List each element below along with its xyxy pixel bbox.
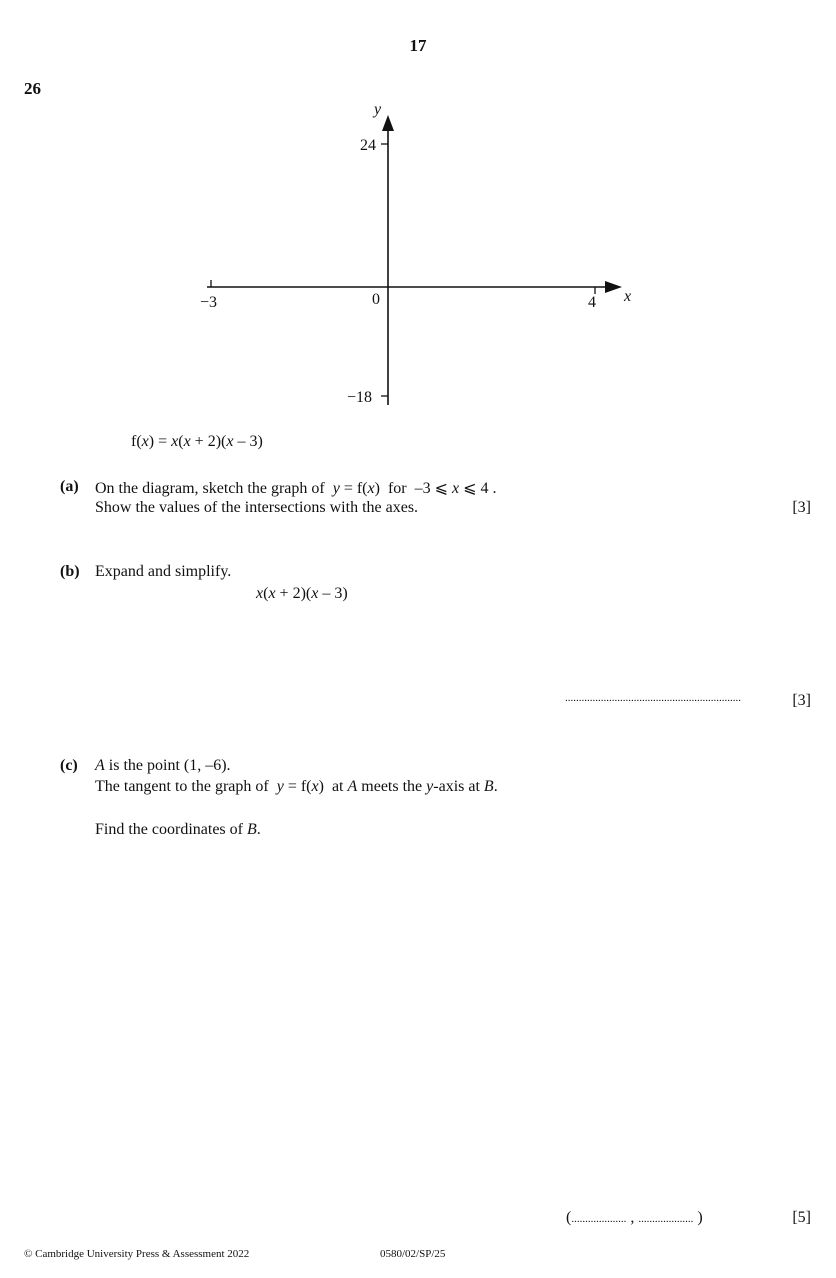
- y-max-label: 24: [360, 137, 376, 154]
- part-c-line1: A is the point (1, –6).: [95, 757, 231, 774]
- part-c-marks: [5]: [792, 1209, 811, 1226]
- part-b-marks: [3]: [792, 692, 811, 709]
- answer-x-coordinate[interactable]: ....................: [571, 1213, 627, 1225]
- x-max-label: 4: [588, 294, 596, 311]
- footer-code: 0580/02/SP/25: [380, 1248, 446, 1260]
- page-number: 17: [409, 36, 427, 55]
- part-b-instruction: Expand and simplify.: [95, 563, 232, 580]
- part-b-answer-line[interactable]: ................................................................: [565, 692, 741, 704]
- part-a-marks: [3]: [792, 499, 811, 516]
- part-a-line1: On the diagram, sketch the graph of y = f(x) for –3 ⩽ x ⩽ 4 .: [95, 480, 497, 497]
- part-a-line2: Show the values of the intersections with the axes.: [95, 499, 419, 516]
- y-min-label: −18: [347, 389, 373, 406]
- y-axis-arrow: [382, 115, 394, 131]
- x-axis-label: x: [624, 288, 632, 305]
- part-b-label: (b): [60, 563, 80, 580]
- question-number: 26: [24, 79, 41, 98]
- answer-y-coordinate[interactable]: ....................: [638, 1213, 694, 1225]
- x-min-label: −3: [200, 294, 218, 311]
- function-definition: f(x) = x(x + 2)(x – 3): [131, 433, 263, 450]
- part-a-label: (a): [60, 478, 79, 495]
- axes-diagram: [0, 0, 836, 420]
- part-c-line3: Find the coordinates of B.: [95, 821, 261, 838]
- part-c-line2: The tangent to the graph of y = f(x) at A meets the y-axis at B.: [95, 778, 498, 795]
- footer-copyright: © Cambridge University Press & Assessment 2022: [24, 1248, 250, 1260]
- origin-label: 0: [372, 291, 380, 308]
- x-axis-arrow: [605, 281, 622, 293]
- part-c-label: (c): [60, 757, 78, 774]
- part-c-answer-line[interactable]: (.................... , .................... ): [566, 1209, 703, 1226]
- y-axis-label: y: [374, 101, 382, 118]
- part-b-expression: x(x + 2)(x – 3): [256, 585, 348, 602]
